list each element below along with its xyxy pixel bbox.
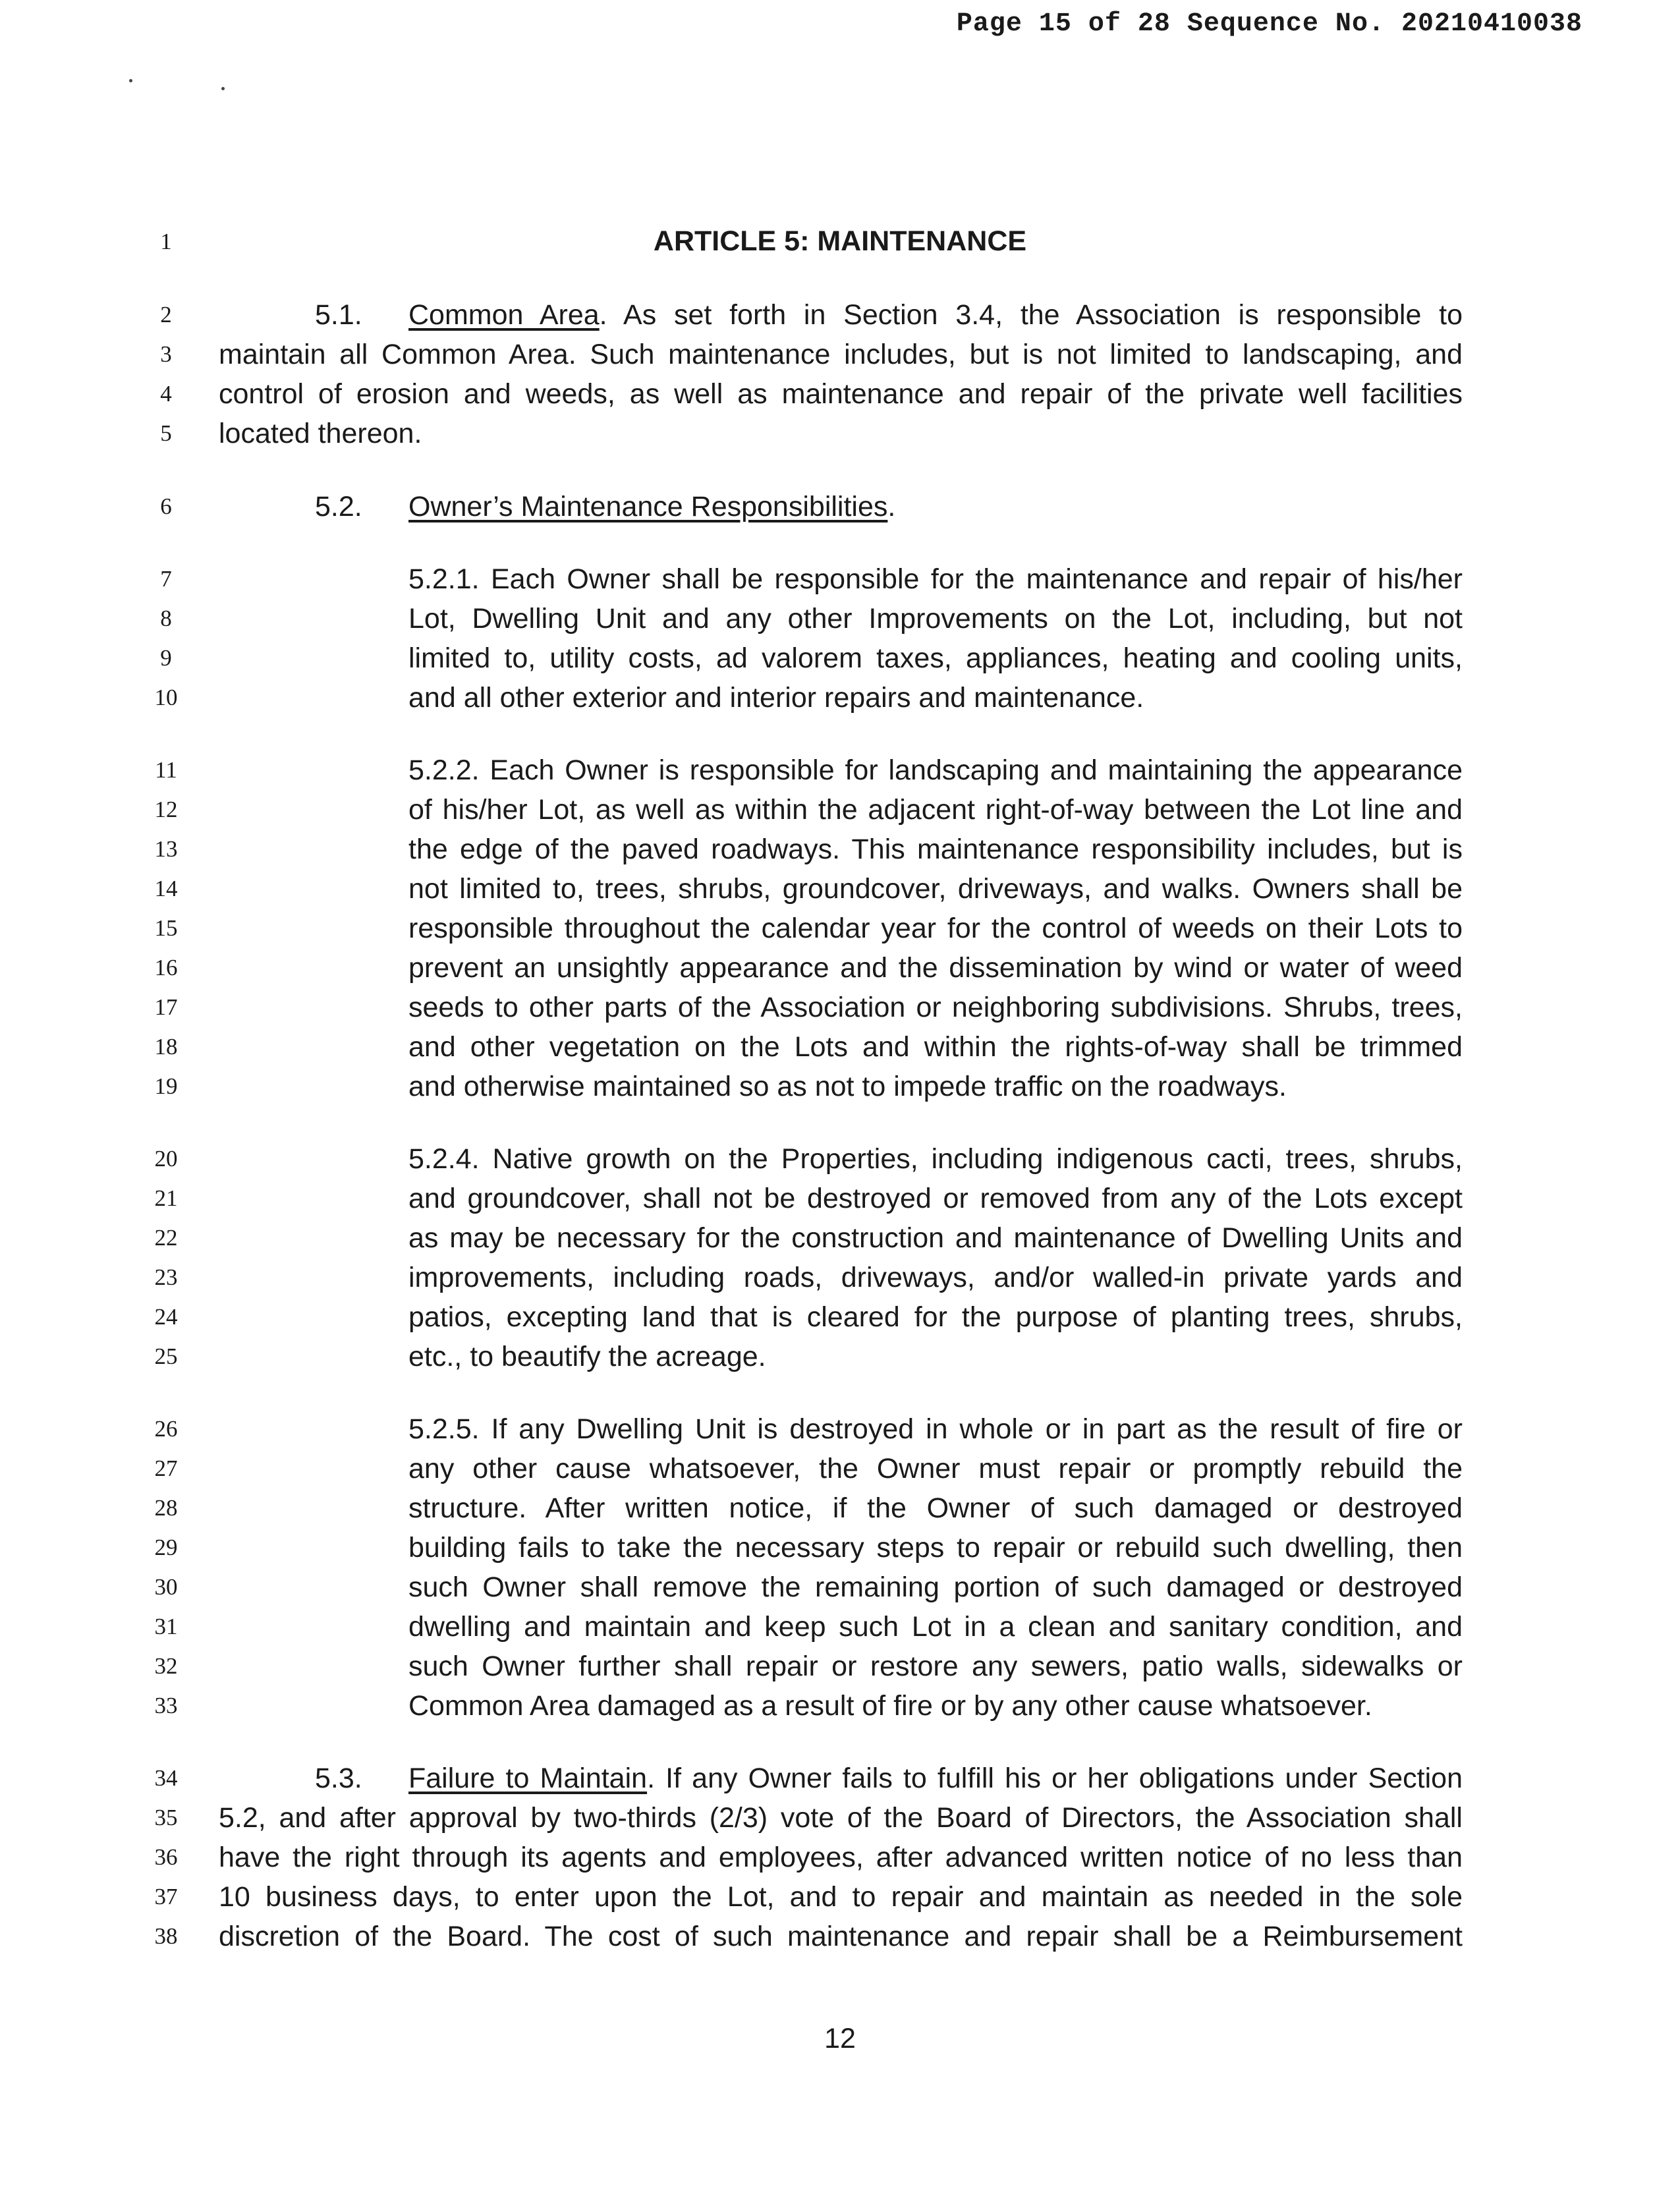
page-number: 12: [824, 2023, 856, 2054]
text-line: 5.2.5. If any Dwelling Unit is destroyed in whole or in part as the result of fire or: [408, 1413, 1463, 1445]
text-line: etc., to beautify the acreage.: [408, 1341, 766, 1372]
text-line: such Owner shall remove the remaining portion of such damaged or destroyed: [408, 1571, 1463, 1603]
line-number: 14: [154, 876, 178, 901]
text-line: patios, excepting land that is cleared for the purpose of planting trees, shrubs,: [408, 1301, 1463, 1333]
section-heading: Failure to Maintain: [408, 1763, 648, 1794]
section-first-line: [408, 295, 1463, 335]
text-line: Lot, Dwelling Unit and any other Improvements on the Lot, including, but not: [408, 603, 1463, 635]
section-text: .: [887, 491, 896, 522]
scan-speck: [129, 79, 132, 82]
line-number: 16: [154, 955, 178, 980]
line-number: 13: [154, 836, 178, 862]
text-line: dwelling and maintain and keep such Lot in a clean and sanitary condition, and: [408, 1611, 1463, 1643]
line-number: 6: [160, 494, 172, 519]
line-number: 33: [154, 1693, 178, 1718]
text-line: of his/her Lot, as well as within the adjacent right-of-way between the Lot line and: [408, 794, 1463, 826]
line-number: 29: [154, 1535, 178, 1560]
text-line: any other cause whatsoever, the Owner must repair or promptly rebuild the: [408, 1453, 1463, 1484]
text-line: 5.2.1. Each Owner shall be responsible for the maintenance and repair of his/her: [408, 563, 1463, 595]
line-number: 21: [154, 1185, 178, 1211]
line-number: 34: [154, 1765, 178, 1791]
line-number: 35: [154, 1805, 178, 1830]
text-line: Common Area damaged as a result of fire or by any other cause whatsoever.: [408, 1690, 1372, 1722]
text-line: not limited to, trees, shrubs, groundcover, driveways, and walks. Owners shall be: [408, 873, 1463, 905]
line-number: 17: [154, 994, 178, 1020]
section-number: 5.2.: [315, 491, 362, 522]
text-line: control of erosion and weeds, as well as maintenance and repair of the private well facilities: [219, 378, 1463, 410]
line-number: 15: [154, 915, 178, 941]
text-line: 5.2.2. Each Owner is responsible for landscaping and maintaining the appearance: [408, 754, 1463, 786]
text-line: 5.2, and after approval by two-thirds (2/3) vote of the Board of Directors, the Association shall: [219, 1802, 1463, 1834]
line-number: 38: [154, 1923, 178, 1949]
section-number: 5.3.: [315, 1763, 362, 1794]
text-line: as may be necessary for the construction and maintenance of Dwelling Units and: [408, 1222, 1463, 1254]
text-line: improvements, including roads, driveways, and/or walled-in private yards and: [408, 1262, 1463, 1293]
text-line: maintain all Common Area. Such maintenance includes, but is not limited to landscaping, and: [219, 339, 1463, 370]
text-line: responsible throughout the calendar year for the control of weeds on their Lots to: [408, 913, 1463, 944]
text-line: limited to, utility costs, ad valorem taxes, appliances, heating and cooling units,: [408, 642, 1463, 674]
line-number: 30: [154, 1574, 178, 1600]
line-number: 11: [155, 757, 177, 783]
line-number: 32: [154, 1653, 178, 1679]
page-header-stamp: Page 15 of 28 Sequence No. 20210410038: [956, 9, 1582, 39]
line-number: 25: [154, 1343, 178, 1369]
text-line: seeds to other parts of the Association or neighboring subdivisions. Shrubs, trees,: [408, 992, 1463, 1023]
section-heading: Owner’s Maintenance Responsibilities: [408, 491, 888, 522]
line-number: 37: [154, 1884, 178, 1909]
line-number: 5: [160, 420, 172, 446]
line-number: 31: [154, 1614, 178, 1639]
text-line: discretion of the Board. The cost of such maintenance and repair shall be a Reimbursement: [219, 1921, 1463, 1952]
line-number: 23: [154, 1264, 178, 1290]
line-number: 7: [160, 566, 172, 592]
section-first-line: [408, 1759, 1463, 1798]
text-line: and all other exterior and interior repairs and maintenance.: [408, 682, 1144, 714]
text-line: prevent an unsightly appearance and the dissemination by wind or water of weed: [408, 952, 1463, 984]
line-number: 10: [154, 685, 178, 710]
line-number: 18: [154, 1034, 178, 1059]
text-line: and groundcover, shall not be destroyed or removed from any of the Lots except: [408, 1183, 1463, 1214]
line-number: 28: [154, 1495, 178, 1521]
line-number: 3: [160, 341, 172, 367]
line-number: 20: [154, 1146, 178, 1172]
line-number: 2: [160, 302, 172, 327]
line-number: 19: [154, 1073, 178, 1099]
line-number: 9: [160, 645, 172, 671]
text-line: 5.2.4. Native growth on the Properties, including indigenous cacti, trees, shrubs,: [408, 1143, 1463, 1175]
line-number: 24: [154, 1304, 178, 1330]
text-line: and otherwise maintained so as not to impede traffic on the roadways.: [408, 1071, 1287, 1102]
line-number: 8: [160, 606, 172, 631]
article-title: ARTICLE 5: MAINTENANCE: [653, 225, 1027, 257]
text-line: such Owner further shall repair or restore any sewers, patio walls, sidewalks or: [408, 1651, 1463, 1682]
section-text: . If any Owner fails to fulfill his or her obligations under Section: [647, 1763, 1463, 1794]
line-number: 4: [160, 381, 172, 407]
line-number: 27: [154, 1455, 178, 1481]
line-number: 36: [154, 1844, 178, 1870]
section-first-line: [408, 487, 895, 526]
scan-speck: [221, 87, 225, 90]
section-number: 5.1.: [315, 299, 362, 331]
section-text: . As set forth in Section 3.4, the Association is responsible to: [599, 299, 1463, 331]
text-line: located thereon.: [219, 418, 422, 449]
text-line: building fails to take the necessary steps to repair or rebuild such dwelling, then: [408, 1532, 1463, 1564]
line-number: 1: [160, 229, 172, 254]
text-line: structure. After written notice, if the Owner of such damaged or destroyed: [408, 1492, 1463, 1524]
line-number: 22: [154, 1225, 178, 1251]
line-number: 26: [154, 1416, 178, 1442]
text-line: 10 business days, to enter upon the Lot, and to repair and maintain as needed in the sole: [219, 1881, 1463, 1913]
text-line: and other vegetation on the Lots and within the rights-of-way shall be trimmed: [408, 1031, 1463, 1063]
text-line: have the right through its agents and employees, after advanced written notice of no less than: [219, 1842, 1463, 1873]
line-number: 12: [154, 797, 178, 822]
section-heading: Common Area: [408, 299, 600, 331]
text-line: the edge of the paved roadways. This maintenance responsibility includes, but is: [408, 833, 1463, 865]
